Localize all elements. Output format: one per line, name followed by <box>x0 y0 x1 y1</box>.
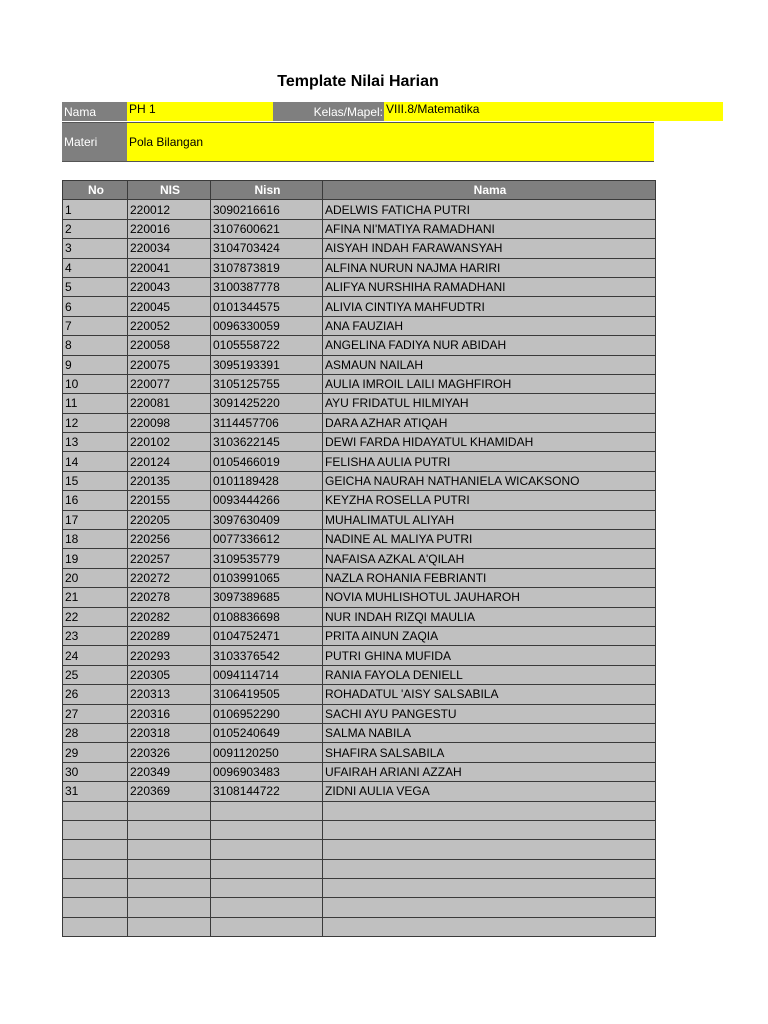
cell-no[interactable]: 30 <box>63 762 128 781</box>
cell-nama[interactable]: DARA AZHAR ATIQAH <box>323 413 656 432</box>
cell-nisn[interactable] <box>211 898 323 917</box>
cell-no[interactable]: 20 <box>63 568 128 587</box>
table-row <box>63 859 656 878</box>
cell-nis[interactable]: 220326 <box>128 743 211 762</box>
table-row <box>63 782 656 801</box>
cell-no[interactable]: 21 <box>63 588 128 607</box>
cell-nisn[interactable]: 0101189428 <box>211 471 323 490</box>
table-row <box>63 452 656 471</box>
cell-nama[interactable]: ANGELINA FADIYA NUR ABIDAH <box>323 336 656 355</box>
cell-nis[interactable]: 220293 <box>128 646 211 665</box>
table-row <box>63 704 656 723</box>
cell-nama[interactable]: SACHI AYU PANGESTU <box>323 704 656 723</box>
cell-nisn[interactable]: 0105558722 <box>211 336 323 355</box>
table-row <box>63 413 656 432</box>
cell-no[interactable]: 24 <box>63 646 128 665</box>
cell-nis[interactable]: 220016 <box>128 219 211 238</box>
table-row <box>63 200 656 219</box>
cell-no[interactable]: 13 <box>63 433 128 452</box>
cell-no[interactable]: 11 <box>63 394 128 413</box>
cell-nama[interactable]: NAFAISA AZKAL A'QILAH <box>323 549 656 568</box>
table-row <box>63 219 656 238</box>
cell-nis[interactable]: 220075 <box>128 355 211 374</box>
cell-nis[interactable]: 220289 <box>128 626 211 645</box>
table-row <box>63 762 656 781</box>
cell-nama[interactable]: AISYAH INDAH FARAWANSYAH <box>323 239 656 258</box>
cell-no[interactable]: 14 <box>63 452 128 471</box>
cell-no[interactable]: 16 <box>63 491 128 510</box>
table-row <box>63 626 656 645</box>
cell-nis[interactable]: 220256 <box>128 530 211 549</box>
cell-nis[interactable]: 220313 <box>128 685 211 704</box>
cell-nama[interactable]: ROHADATUL 'AISY SALSABILA <box>323 685 656 704</box>
cell-nisn[interactable] <box>211 820 323 839</box>
cell-nisn[interactable]: 3103376542 <box>211 646 323 665</box>
table-header-row <box>63 181 656 200</box>
table-row <box>63 277 656 296</box>
cell-nisn[interactable]: 3091425220 <box>211 394 323 413</box>
cell-no[interactable] <box>63 820 128 839</box>
cell-nisn[interactable]: 3100387778 <box>211 277 323 296</box>
cell-nisn[interactable] <box>211 801 323 820</box>
cell-no[interactable]: 4 <box>63 258 128 277</box>
kelas-value-cell[interactable]: VIII.8/Matematika <box>384 102 723 121</box>
cell-nisn[interactable]: 3104703424 <box>211 239 323 258</box>
cell-nama[interactable]: NUR INDAH RIZQI MAULIA <box>323 607 656 626</box>
cell-nis[interactable]: 220272 <box>128 568 211 587</box>
cell-nis[interactable]: 220043 <box>128 277 211 296</box>
cell-no[interactable]: 3 <box>63 239 128 258</box>
table-row <box>63 743 656 762</box>
cell-no[interactable]: 17 <box>63 510 128 529</box>
cell-nisn[interactable]: 3109535779 <box>211 549 323 568</box>
table-row <box>63 471 656 490</box>
cell-no[interactable]: 25 <box>63 665 128 684</box>
cell-nisn[interactable]: 0105240649 <box>211 723 323 742</box>
cell-nis[interactable]: 220041 <box>128 258 211 277</box>
table-row <box>63 917 656 936</box>
table-row <box>63 433 656 452</box>
materi-label: Materi <box>62 123 127 161</box>
cell-nama[interactable]: SHAFIRA SALSABILA <box>323 743 656 762</box>
nama-label: Nama <box>62 102 127 121</box>
cell-nis[interactable]: 220135 <box>128 471 211 490</box>
table-row <box>63 394 656 413</box>
cell-nis[interactable]: 220045 <box>128 297 211 316</box>
cell-nama[interactable]: ANA FAUZIAH <box>323 316 656 335</box>
table-row <box>63 316 656 335</box>
cell-nis[interactable] <box>128 917 211 936</box>
cell-nama[interactable]: PUTRI GHINA MUFIDA <box>323 646 656 665</box>
table-row <box>63 840 656 859</box>
cell-no[interactable]: 23 <box>63 626 128 645</box>
cell-nama[interactable] <box>323 898 656 917</box>
cell-nis[interactable]: 220316 <box>128 704 211 723</box>
table-row <box>63 568 656 587</box>
cell-nis[interactable] <box>128 820 211 839</box>
table-row <box>63 898 656 917</box>
cell-nisn[interactable]: 0093444266 <box>211 491 323 510</box>
cell-nisn[interactable]: 3107873819 <box>211 258 323 277</box>
cell-no[interactable]: 18 <box>63 530 128 549</box>
table-row <box>63 336 656 355</box>
cell-no[interactable]: 19 <box>63 549 128 568</box>
cell-nama[interactable] <box>323 820 656 839</box>
cell-nis[interactable]: 220102 <box>128 433 211 452</box>
cell-nama[interactable] <box>323 840 656 859</box>
cell-no[interactable]: 8 <box>63 336 128 355</box>
cell-nis[interactable]: 220205 <box>128 510 211 529</box>
cell-nama[interactable]: NAZLA ROHANIA FEBRIANTI <box>323 568 656 587</box>
cell-nis[interactable] <box>128 859 211 878</box>
cell-nis[interactable]: 220098 <box>128 413 211 432</box>
cell-nis[interactable] <box>128 879 211 898</box>
cell-nisn[interactable]: 0106952290 <box>211 704 323 723</box>
cell-no[interactable]: 2 <box>63 219 128 238</box>
cell-nisn[interactable]: 3114457706 <box>211 413 323 432</box>
cell-no[interactable]: 22 <box>63 607 128 626</box>
cell-nis[interactable]: 220034 <box>128 239 211 258</box>
cell-nama[interactable] <box>323 879 656 898</box>
cell-no[interactable]: 5 <box>63 277 128 296</box>
materi-value-cell[interactable]: Pola Bilangan <box>127 123 654 161</box>
cell-nama[interactable]: FELISHA AULIA PUTRI <box>323 452 656 471</box>
cell-nama[interactable]: MUHALIMATUL ALIYAH <box>323 510 656 529</box>
cell-nama[interactable]: SALMA NABILA <box>323 723 656 742</box>
cell-nis[interactable]: 220124 <box>128 452 211 471</box>
table-row <box>63 588 656 607</box>
cell-no[interactable] <box>63 898 128 917</box>
cell-nis[interactable]: 220369 <box>128 782 211 801</box>
cell-nisn[interactable]: 3107600621 <box>211 219 323 238</box>
cell-nama[interactable]: NADINE AL MALIYA PUTRI <box>323 530 656 549</box>
table-row <box>63 374 656 393</box>
cell-nisn[interactable]: 3090216616 <box>211 200 323 219</box>
cell-nis[interactable]: 220081 <box>128 394 211 413</box>
cell-nisn[interactable]: 0077336612 <box>211 530 323 549</box>
cell-nisn[interactable]: 0101344575 <box>211 297 323 316</box>
column-header-nisn: Nisn <box>211 181 323 200</box>
cell-nisn[interactable]: 0103991065 <box>211 568 323 587</box>
cell-nisn[interactable]: 3095193391 <box>211 355 323 374</box>
cell-nama[interactable]: ALIVIA CINTIYA MAHFUDTRI <box>323 297 656 316</box>
student-table <box>62 180 656 937</box>
cell-nis[interactable]: 220012 <box>128 200 211 219</box>
cell-nis[interactable]: 220257 <box>128 549 211 568</box>
cell-no[interactable]: 6 <box>63 297 128 316</box>
cell-no[interactable]: 7 <box>63 316 128 335</box>
cell-no[interactable]: 1 <box>63 200 128 219</box>
cell-nama[interactable]: PRITA AINUN ZAQIA <box>323 626 656 645</box>
cell-nis[interactable]: 220282 <box>128 607 211 626</box>
page-title: Template Nilai Harian <box>277 73 439 90</box>
cell-nama[interactable] <box>323 917 656 936</box>
cell-no[interactable]: 27 <box>63 704 128 723</box>
cell-nisn[interactable]: 3097630409 <box>211 510 323 529</box>
cell-nisn[interactable]: 0104752471 <box>211 626 323 645</box>
cell-nis[interactable]: 220278 <box>128 588 211 607</box>
cell-nama[interactable]: AFINA NI'MATIYA RAMADHANI <box>323 219 656 238</box>
cell-nama[interactable]: ZIDNI AULIA VEGA <box>323 782 656 801</box>
cell-nama[interactable]: ALFINA NURUN NAJMA HARIRI <box>323 258 656 277</box>
cell-nis[interactable] <box>128 801 211 820</box>
table-row <box>63 297 656 316</box>
cell-no[interactable] <box>63 879 128 898</box>
cell-nisn[interactable]: 0096330059 <box>211 316 323 335</box>
cell-no[interactable]: 31 <box>63 782 128 801</box>
cell-nama[interactable]: ADELWIS FATICHA PUTRI <box>323 200 656 219</box>
table-row <box>63 530 656 549</box>
table-row <box>63 665 656 684</box>
table-row <box>63 239 656 258</box>
table-row <box>63 820 656 839</box>
cell-nisn[interactable]: 0094114714 <box>211 665 323 684</box>
cell-no[interactable]: 10 <box>63 374 128 393</box>
cell-nama[interactable]: ASMAUN NAILAH <box>323 355 656 374</box>
table-row <box>63 491 656 510</box>
cell-nisn[interactable]: 0096903483 <box>211 762 323 781</box>
cell-nisn[interactable] <box>211 879 323 898</box>
cell-nama[interactable]: AYU FRIDATUL HILMIYAH <box>323 394 656 413</box>
cell-nisn[interactable]: 0091120250 <box>211 743 323 762</box>
cell-no[interactable]: 9 <box>63 355 128 374</box>
cell-nisn[interactable] <box>211 840 323 859</box>
cell-nama[interactable]: UFAIRAH ARIANI AZZAH <box>323 762 656 781</box>
table-row <box>63 607 656 626</box>
table-row <box>63 723 656 742</box>
cell-nisn[interactable]: 3106419505 <box>211 685 323 704</box>
cell-nisn[interactable]: 3103622145 <box>211 433 323 452</box>
cell-nama[interactable] <box>323 859 656 878</box>
cell-no[interactable] <box>63 917 128 936</box>
table-row <box>63 879 656 898</box>
table-row <box>63 258 656 277</box>
cell-nis[interactable] <box>128 898 211 917</box>
cell-nisn[interactable] <box>211 917 323 936</box>
cell-nis[interactable]: 220058 <box>128 336 211 355</box>
table-row <box>63 355 656 374</box>
table-row <box>63 549 656 568</box>
nama-value-cell[interactable]: PH 1 <box>127 102 273 121</box>
cell-nis[interactable]: 220155 <box>128 491 211 510</box>
header-row-nama <box>62 102 723 121</box>
cell-nisn[interactable]: 0105466019 <box>211 452 323 471</box>
column-header-no: No <box>63 181 128 200</box>
cell-nisn[interactable]: 0108836698 <box>211 607 323 626</box>
cell-nisn[interactable]: 3097389685 <box>211 588 323 607</box>
cell-no[interactable]: 26 <box>63 685 128 704</box>
cell-nama[interactable]: RANIA FAYOLA DENIELL <box>323 665 656 684</box>
cell-nis[interactable]: 220318 <box>128 723 211 742</box>
cell-nama[interactable]: DEWI FARDA HIDAYATUL KHAMIDAH <box>323 433 656 452</box>
cell-no[interactable]: 29 <box>63 743 128 762</box>
table-row <box>63 510 656 529</box>
cell-nis[interactable]: 220077 <box>128 374 211 393</box>
cell-no[interactable] <box>63 840 128 859</box>
cell-nama[interactable]: GEICHA NAURAH NATHANIELA WICAKSONO <box>323 471 656 490</box>
cell-no[interactable]: 28 <box>63 723 128 742</box>
cell-nis[interactable]: 220349 <box>128 762 211 781</box>
table-row <box>63 685 656 704</box>
cell-nama[interactable]: AULIA IMROIL LAILI MAGHFIROH <box>323 374 656 393</box>
cell-no[interactable]: 15 <box>63 471 128 490</box>
cell-nama[interactable]: NOVIA MUHLISHOTUL JAUHAROH <box>323 588 656 607</box>
column-header-nis: NIS <box>128 181 211 200</box>
header-row-materi <box>62 122 654 162</box>
cell-no[interactable] <box>63 801 128 820</box>
cell-nis[interactable]: 220305 <box>128 665 211 684</box>
cell-no[interactable]: 12 <box>63 413 128 432</box>
cell-nis[interactable] <box>128 840 211 859</box>
kelas-label: Kelas/Mapel: <box>273 102 384 121</box>
cell-nama[interactable]: ALIFYA NURSHIHA RAMADHANI <box>323 277 656 296</box>
cell-nisn[interactable]: 3105125755 <box>211 374 323 393</box>
cell-nisn[interactable]: 3108144722 <box>211 782 323 801</box>
column-header-nama: Nama <box>323 181 656 200</box>
table-row <box>63 801 656 820</box>
cell-nisn[interactable] <box>211 859 323 878</box>
cell-nis[interactable]: 220052 <box>128 316 211 335</box>
table-row <box>63 646 656 665</box>
cell-no[interactable] <box>63 859 128 878</box>
cell-nama[interactable] <box>323 801 656 820</box>
cell-nama[interactable]: KEYZHA ROSELLA PUTRI <box>323 491 656 510</box>
